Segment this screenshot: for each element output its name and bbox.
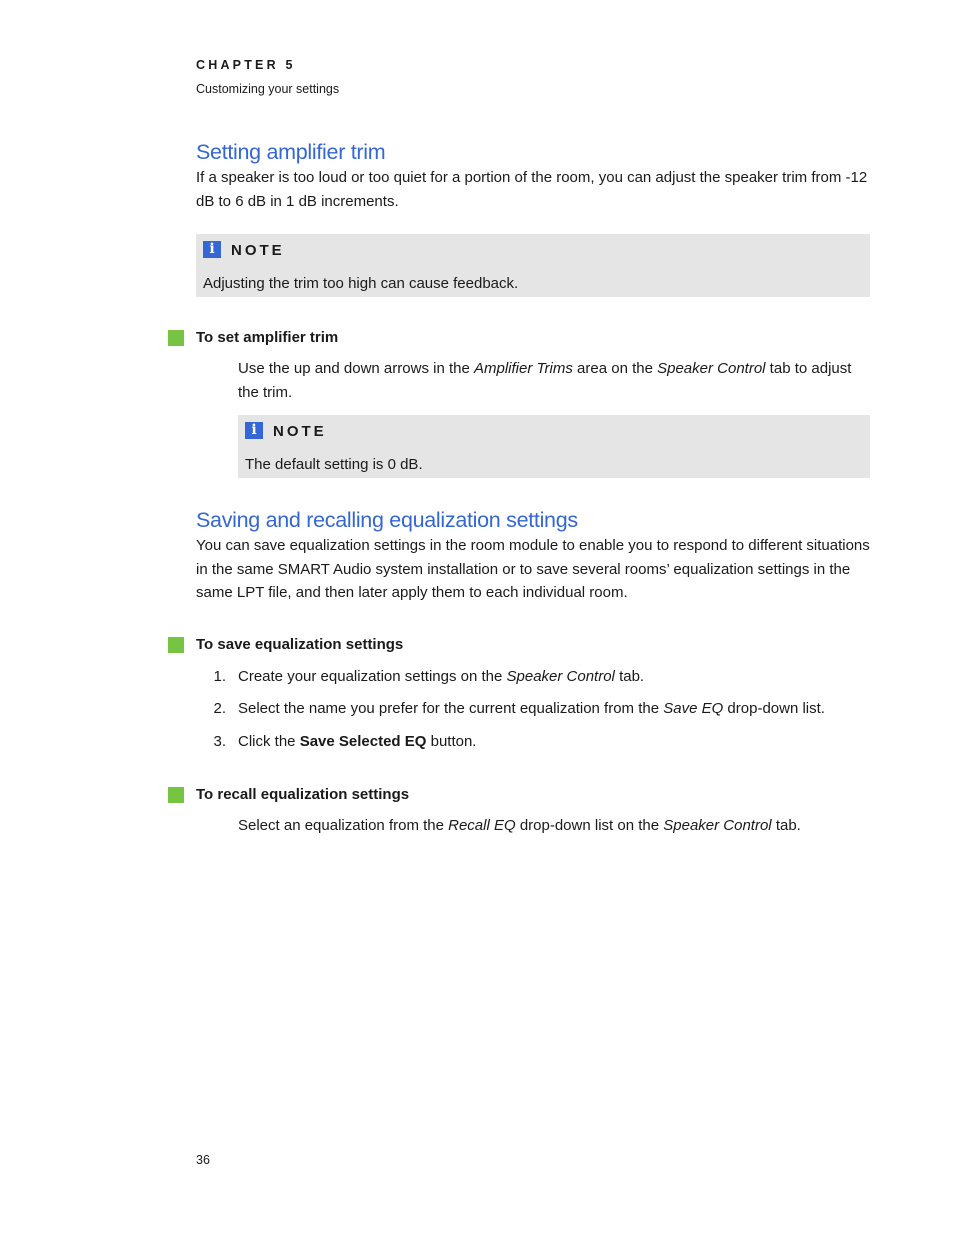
note-label: NOTE bbox=[231, 242, 285, 259]
section-intro-equalization: You can save equalization settings in the room module to enable you to respond to different situations in the same SMART Audio system installation or to save several rooms’ equalization settings in the same LPT file, and then later apply them to each individual room. bbox=[196, 537, 870, 601]
section-intro-amplifier-trim: If a speaker is too loud or too quiet for a portion of the room, you can adjust the speaker trim from -12 dB to 6 dB in 1 dB increments. bbox=[196, 169, 868, 210]
procedure-text-set-trim: Use the up and down arrows in the Amplifier Trims area on the Speaker Control tab to adjust the trim. bbox=[238, 360, 852, 401]
procedure-title-recall-eq: To recall equalization settings bbox=[196, 786, 410, 803]
step-number: 1. bbox=[213, 668, 226, 685]
step-text: Create your equalization settings on the Speaker Control tab. bbox=[238, 668, 645, 685]
procedure-square-icon bbox=[168, 637, 184, 653]
procedure-square-icon bbox=[168, 787, 184, 803]
note-box bbox=[196, 234, 870, 297]
page-number: 36 bbox=[196, 1153, 210, 1167]
info-icon: i bbox=[203, 241, 221, 258]
note-label: NOTE bbox=[273, 423, 327, 440]
chapter-label: CHAPTER 5 bbox=[196, 58, 296, 72]
procedure-square-icon bbox=[168, 330, 184, 346]
procedure-title-save-eq: To save equalization settings bbox=[196, 636, 404, 653]
note-text: The default setting is 0 dB. bbox=[245, 456, 423, 473]
procedure-title-set-trim: To set amplifier trim bbox=[196, 329, 339, 346]
procedure-text-recall-eq: Select an equalization from the Recall EQ drop-down list on the Speaker Control tab. bbox=[238, 817, 801, 834]
note-text: Adjusting the trim too high can cause feedback. bbox=[203, 275, 519, 292]
chapter-subtitle: Customizing your settings bbox=[196, 82, 340, 96]
step-text: Click the Save Selected EQ button. bbox=[238, 733, 477, 750]
step-text: Select the name you prefer for the current equalization from the Save EQ drop-down list. bbox=[238, 700, 825, 717]
section-heading-equalization: Saving and recalling equalization settings bbox=[196, 508, 578, 532]
step-number: 3. bbox=[213, 733, 226, 750]
step-number: 2. bbox=[213, 700, 226, 717]
info-icon: i bbox=[245, 422, 263, 439]
section-heading-amplifier-trim: Setting amplifier trim bbox=[196, 140, 386, 164]
note-box bbox=[238, 415, 870, 478]
